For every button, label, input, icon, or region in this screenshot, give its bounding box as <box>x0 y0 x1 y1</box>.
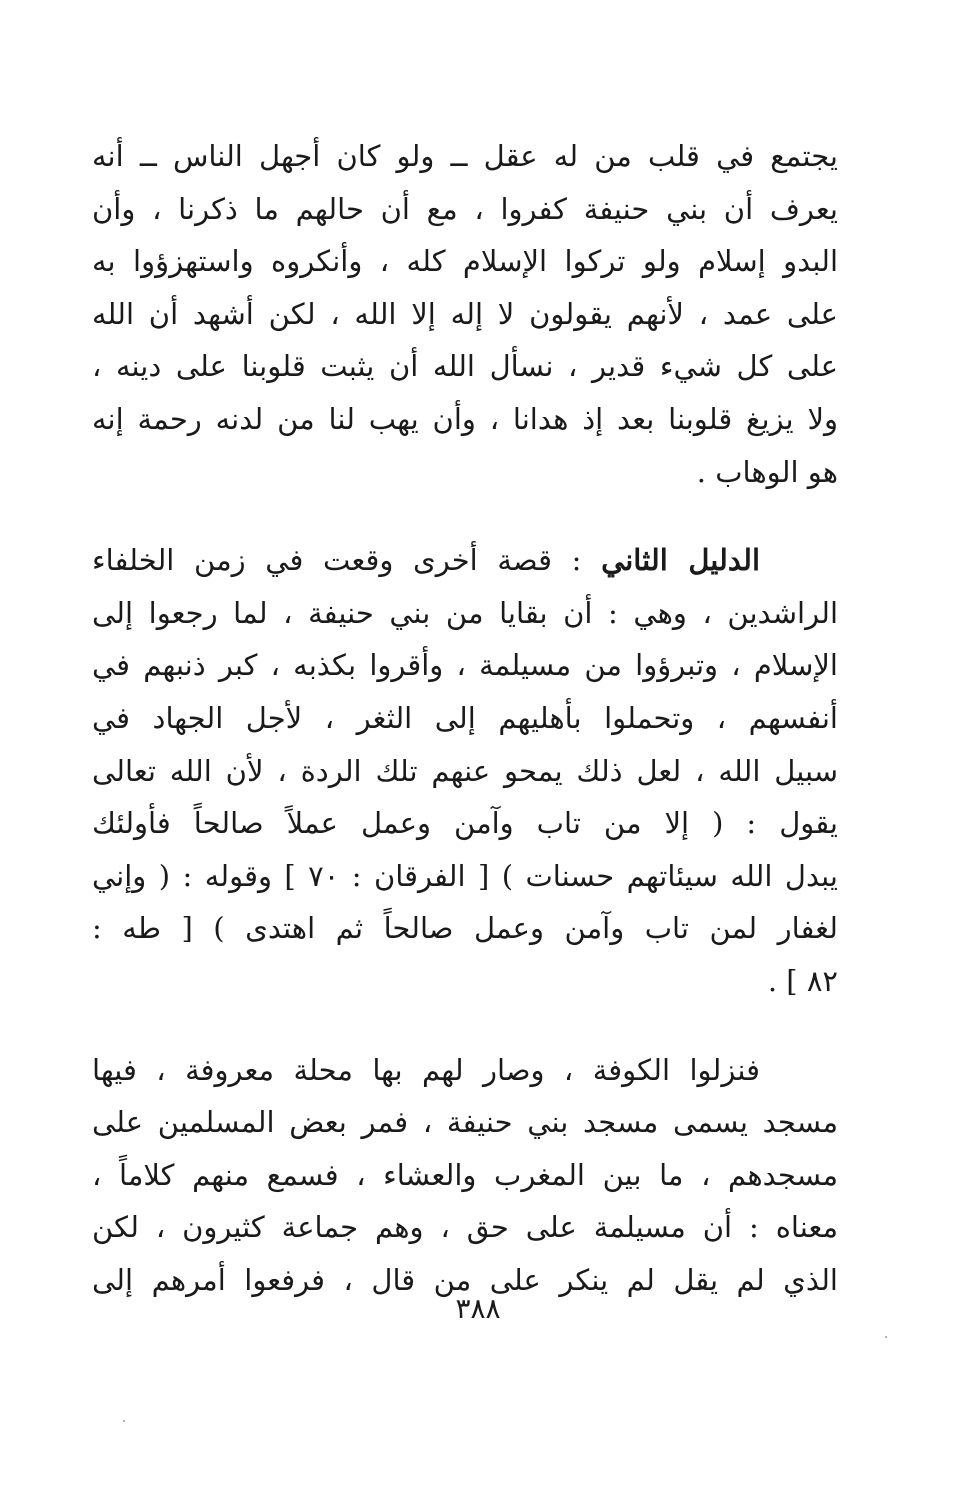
heading-line <box>92 534 838 587</box>
text-line: أنفسهم ، وتحملوا بأهليهم إلى الثغر ، لأجل الجهاد في <box>92 700 838 735</box>
text-line: على عمد ، لأنهم يقولون لا إله إلا الله ، لكن أشهد أن الله <box>92 296 838 331</box>
paragraph-3 <box>92 1044 838 1307</box>
text-line: يقول : ( إلا من تاب وآمن وعمل عملاً صالحاً فأولئك <box>92 806 838 841</box>
page-body <box>92 130 838 1306</box>
text-line: هو الوهاب . <box>696 454 838 489</box>
text-line: مسجدهم ، ما بين المغرب والعشاء ، فسمع منهم كلاماً ، <box>92 1157 838 1192</box>
text-line: فنزلوا الكوفة ، وصار لهم بها محلة معروفة ، فيها <box>92 1052 760 1087</box>
text-line: معناه : أن مسيلمة على حق ، وهم جماعة كثيرون ، لكن <box>92 1210 838 1245</box>
section-heading: الدليل الثاني <box>601 543 760 578</box>
paragraph-2 <box>92 534 838 1007</box>
text-line: يبدل الله سيئاتهم حسنات ) [ الفرقان : ٧٠ ] وقوله : ( وإني <box>92 858 838 893</box>
text-line: يعرف أن بني حنيفة كفروا ، مع أن حالهم ما ذكرنا ، وأن <box>92 191 838 226</box>
text-line: ٨٢ ] . <box>767 963 838 998</box>
text-line: سبيل الله ، لعل ذلك يمحو عنهم تلك الردة ، لأن الله تعالى <box>92 753 838 788</box>
scan-speck <box>123 1420 125 1422</box>
paragraph-spacer <box>92 498 838 534</box>
text-line: البدو إسلام ولو تركوا الإسلام كله ، وأنكروه واستهزؤوا به <box>92 244 838 279</box>
text-line: مسجد يسمى مسجد بني حنيفة ، فمر بعض المسلمين على <box>92 1105 838 1140</box>
text-line: يجتمع في قلب من له عقل ــ ولو كان أجهل الناس ــ أنه <box>92 139 838 173</box>
paragraph-spacer <box>92 1008 838 1044</box>
text-line: لغفار لمن تاب وآمن وعمل صالحاً ثم اهتدى ) [ طه : <box>92 911 838 946</box>
text-line: على كل شيء قدير ، نسأل الله أن يثبت قلوبنا على دينه ، <box>92 349 838 384</box>
paragraph-1 <box>92 130 838 498</box>
heading-line-rest: : قصة أخرى وقعت في زمن الخلفاء <box>92 543 582 578</box>
text-line: الإسلام ، وتبرؤوا من مسيلمة ، وأقروا بكذبه ، كبر ذنبهم في <box>92 648 838 683</box>
page-number: ٣٨٨ <box>455 1292 501 1325</box>
text-line: الذي لم يقل لم ينكر على من قال ، فرفعوا أمرهم إلى <box>92 1262 838 1297</box>
scan-speck <box>885 1336 887 1338</box>
text-line: ولا يزيغ قلوبنا بعد إذ هدانا ، وأن يهب لنا من لدنه رحمة إنه <box>92 401 838 436</box>
text-line: الراشدين ، وهي : أن بقايا من بني حنيفة ، لما رجعوا إلى <box>92 595 838 630</box>
